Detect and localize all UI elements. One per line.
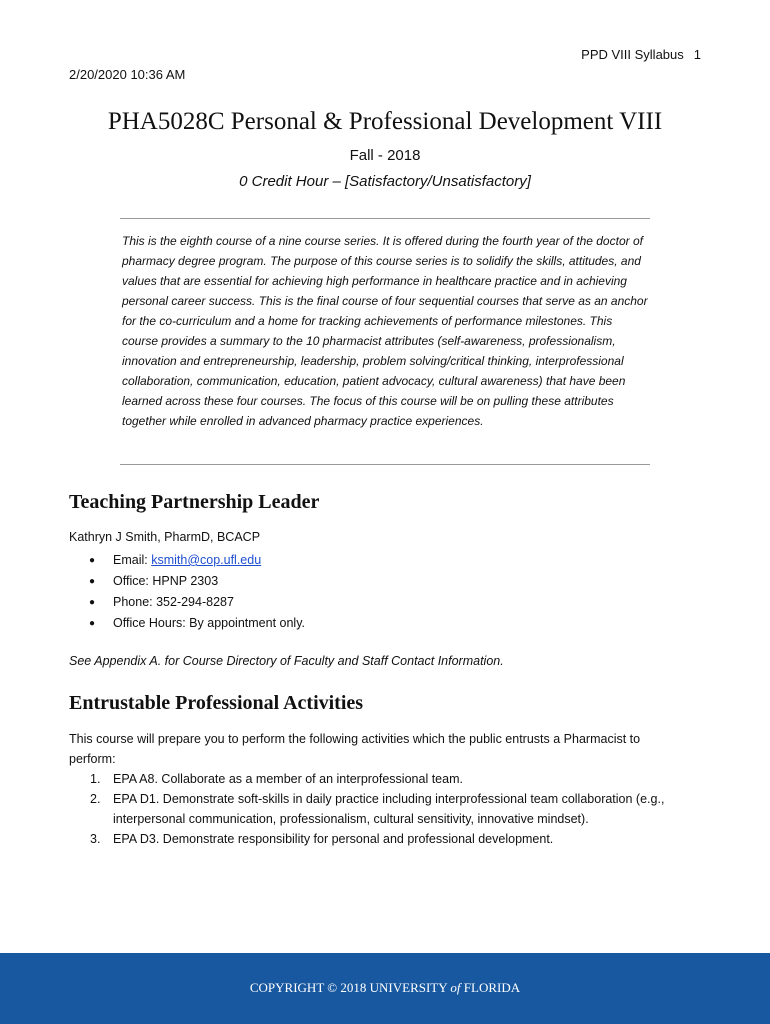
bullet-icon: ● bbox=[89, 576, 96, 587]
contact-office bbox=[69, 571, 305, 592]
epa-intro: This course will prepare you to perform the following activities which the public entrusts a Pharmacist to perform: bbox=[69, 732, 641, 766]
appendix-note: See Appendix A. for Course Directory of Faculty and Staff Contact Information. bbox=[69, 654, 504, 668]
epa-item bbox=[69, 789, 699, 829]
copyright-institution: FLORIDA bbox=[460, 980, 521, 995]
email-link[interactable]: ksmith@cop.ufl.edu bbox=[151, 553, 262, 567]
running-header bbox=[581, 47, 701, 62]
epa-item-text: EPA A8. Collaborate as a member of an interprofessional team. bbox=[113, 772, 463, 786]
epa-item-text: EPA D3. Demonstrate responsibility for personal and professional development. bbox=[113, 832, 554, 846]
divider-bottom bbox=[120, 464, 650, 465]
office-hours-text: Office Hours: By appointment only. bbox=[113, 616, 305, 630]
divider-top bbox=[120, 218, 650, 219]
epa-heading: Entrustable Professional Activities bbox=[69, 692, 364, 714]
course-title: PHA5028C Personal & Professional Development VIII bbox=[107, 108, 663, 135]
office-text: Office: HPNP 2303 bbox=[113, 574, 219, 588]
phone-text: Phone: 352-294-8287 bbox=[113, 595, 234, 609]
timestamp: 2/20/2020 10:36 AM bbox=[69, 67, 186, 82]
instructor-name: Kathryn J Smith, PharmD, BCACP bbox=[69, 530, 261, 544]
running-title: PPD VIII Syllabus bbox=[581, 47, 684, 62]
epa-item-number: 1. bbox=[90, 772, 101, 786]
epa-item bbox=[69, 829, 699, 849]
bullet-icon: ● bbox=[89, 618, 96, 629]
contact-email bbox=[69, 550, 305, 571]
page-number: 1 bbox=[693, 47, 701, 62]
course-term: Fall - 2018 bbox=[349, 147, 421, 164]
epa-item bbox=[69, 769, 699, 789]
copyright-prefix: COPYRIGHT © 2018 UNIVERSITY bbox=[249, 980, 451, 995]
contact-hours bbox=[69, 613, 305, 634]
leader-heading: Teaching Partnership Leader bbox=[69, 491, 320, 513]
contact-phone bbox=[69, 592, 305, 613]
email-label: Email: bbox=[113, 553, 152, 567]
epa-list bbox=[69, 769, 699, 849]
bullet-icon: ● bbox=[89, 555, 96, 566]
bullet-icon: ● bbox=[89, 597, 96, 608]
course-description: This is the eighth course of a nine course series. It is offered during the fourth year of the doctor of pharmacy degree program. The purpose of this course series is to solidify the skills, attitudes, and values that are essential for achieving high performance in healthcare practice and in achieving personal career success. This is the final course of four sequential courses that serve as an anchor for the co-curriculum and a home for tracking achievements of performance milestones. This course provides a summary to the 10 pharmacist attributes (self-awareness, professionalism, innovation and entrepreneurship, leadership, problem solving/critical thinking, interprofessional collaboration, communication, education, patient advocacy, cultural awareness) that have been learned across these four courses. The focus of this course will be on pulling these attributes together while enrolled in advanced pharmacy practice experiences. bbox=[122, 234, 648, 428]
footer-copyright bbox=[0, 980, 770, 996]
epa-item-number: 2. bbox=[90, 792, 101, 806]
course-credit: 0 Credit Hour – [Satisfactory/Unsatisfactory] bbox=[239, 173, 531, 190]
copyright-of: of bbox=[450, 980, 461, 995]
epa-item-number: 3. bbox=[90, 832, 101, 846]
contact-list bbox=[69, 550, 305, 634]
epa-item-text: EPA D1. Demonstrate soft-skills in daily practice including interprofessional team collaboration (e.g., interpersonal communication, professionalism, cultural sensitivity, innovative mindset). bbox=[113, 792, 665, 826]
